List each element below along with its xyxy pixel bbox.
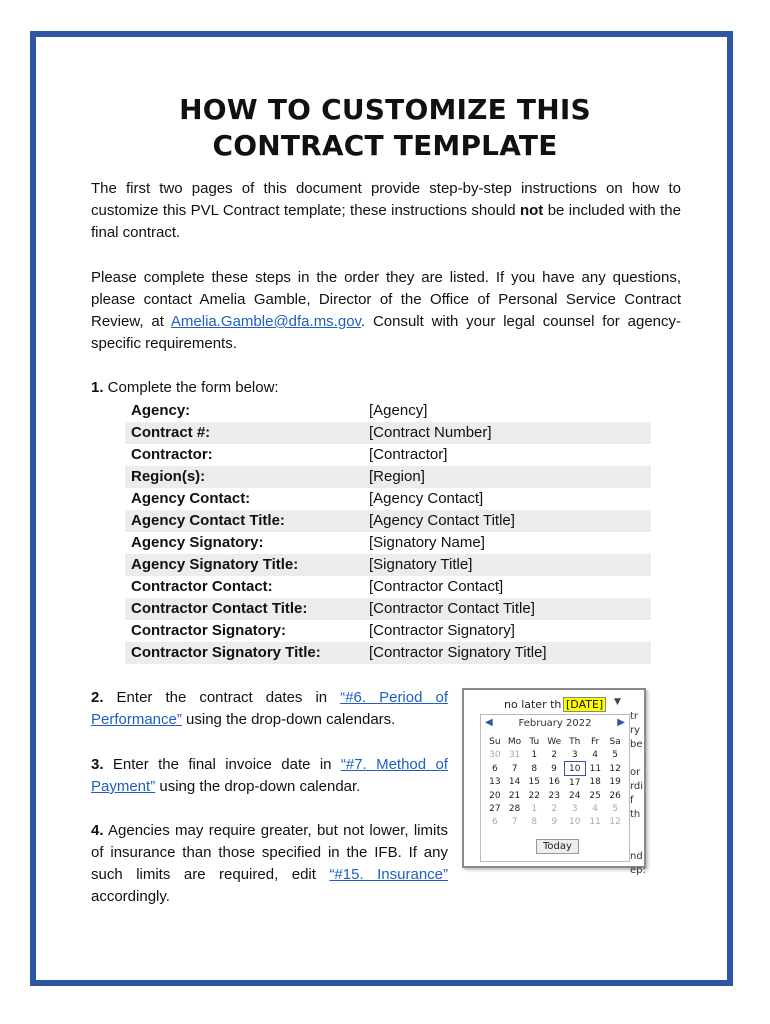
- form-label: Agency Signatory Title:: [125, 554, 363, 576]
- calendar-day[interactable]: 6: [491, 763, 498, 774]
- step-2-text-end: using the drop-down calendars.: [181, 711, 396, 728]
- form-value[interactable]: [Agency Contact Title]: [363, 510, 651, 532]
- form-row: [125, 620, 651, 642]
- step-2-text: Enter the contract dates in: [103, 689, 341, 706]
- calendar-day[interactable]: 19: [609, 777, 621, 788]
- form-row: [125, 576, 651, 598]
- calendar-lead-text: no later th: [504, 698, 562, 711]
- form-value[interactable]: [Agency]: [369, 402, 428, 419]
- weekday-label: Th: [569, 736, 581, 747]
- form-value[interactable]: [Contractor Contact Title]: [363, 598, 651, 620]
- form-value[interactable]: [Agency Contact]: [369, 490, 484, 507]
- email-link[interactable]: Amelia.Gamble@dfa.ms.gov: [170, 313, 361, 330]
- intro-paragraph: [91, 178, 681, 244]
- title-line-1: HOW TO CUSTOMIZE THIS: [179, 93, 591, 126]
- calendar-day[interactable]: 8: [531, 816, 538, 827]
- edge-text-line: f th: [630, 795, 641, 820]
- form-row: [125, 642, 651, 664]
- calendar-day[interactable]: 15: [528, 777, 540, 788]
- edge-text-line: [630, 752, 646, 766]
- calendar-day[interactable]: 27: [489, 803, 501, 814]
- edge-text-line: rdi: [630, 781, 644, 792]
- calendar-screenshot: [462, 688, 646, 876]
- contact-text-1: Please complete these steps in the order they are listed. If you have any questions, please contact Amelia Gamble, Director of the Office of Personal Service Contract Review, at: [91, 269, 681, 330]
- calendar-day[interactable]: 4: [592, 803, 599, 814]
- step-3-text: Enter the final invoice date in: [103, 756, 341, 773]
- form-label: Contractor Signatory:: [131, 622, 287, 639]
- calendar-day[interactable]: 2: [551, 749, 558, 760]
- calendar-grid: [485, 735, 625, 828]
- step-4: [91, 820, 448, 908]
- form-value[interactable]: [Contractor Signatory]: [369, 622, 515, 639]
- page-title: [0, 92, 770, 164]
- form-value[interactable]: [Contractor Contact]: [369, 578, 504, 595]
- form-label: Agency:: [131, 402, 191, 419]
- form-value[interactable]: [Region]: [363, 466, 651, 488]
- form-row: [125, 444, 651, 466]
- contact-text-2: . Consult with your legal counsel for agency-specific requirements.: [91, 313, 681, 352]
- form-label: Contractor Contact Title:: [125, 598, 363, 620]
- calendar-day[interactable]: 7: [511, 816, 518, 827]
- calendar-week: [485, 815, 625, 828]
- calendar-edge-text: [630, 710, 646, 878]
- step-3: [91, 754, 448, 798]
- calendar-day[interactable]: 16: [548, 777, 560, 788]
- weekday-label: Sa: [609, 736, 621, 747]
- form-value[interactable]: [Contractor Signatory Title]: [363, 642, 651, 664]
- calendar-day[interactable]: 20: [489, 790, 501, 801]
- edge-text-line: [630, 836, 646, 850]
- calendar-week: [485, 802, 625, 815]
- next-month-icon[interactable]: ▶: [617, 717, 625, 728]
- edge-text-line: or: [630, 767, 641, 778]
- intro-text-1: The first two pages of this document provide step-by-step instructions on how to customize this PVL Contract template; these instructions should: [91, 180, 681, 219]
- weekday-label: Tu: [529, 736, 540, 747]
- calendar-day[interactable]: 18: [589, 777, 601, 788]
- period-of-performance-link[interactable]: “#6. Period of Performance”: [91, 689, 449, 728]
- form-row: [125, 422, 651, 444]
- calendar-week: [485, 748, 625, 762]
- today-button[interactable]: Today: [536, 839, 579, 854]
- calendar-day[interactable]: 5: [612, 749, 618, 760]
- calendar-day[interactable]: 1: [531, 803, 538, 814]
- form-value[interactable]: [Signatory Name]: [369, 534, 485, 551]
- calendar-day[interactable]: 25: [589, 790, 601, 801]
- form-row: [125, 532, 651, 554]
- weekday-label: Su: [489, 736, 501, 747]
- calendar-day[interactable]: 22: [528, 790, 540, 801]
- insurance-link[interactable]: “#15. Insurance”: [329, 866, 448, 883]
- date-field[interactable]: [DATE]: [563, 697, 606, 712]
- calendar-day[interactable]: 13: [489, 777, 501, 788]
- calendar-day[interactable]: 3: [571, 749, 578, 760]
- form-value[interactable]: [Contract Number]: [363, 422, 651, 444]
- calendar-week: [485, 789, 625, 802]
- calendar-day[interactable]: 17: [568, 777, 581, 788]
- contact-paragraph: [91, 267, 681, 355]
- calendar-day[interactable]: 5: [612, 803, 618, 814]
- intro-bold-not: not: [519, 202, 544, 219]
- form-label: Agency Signatory:: [131, 534, 264, 551]
- calendar-day[interactable]: 28: [508, 803, 521, 814]
- calendar-week: [485, 776, 625, 790]
- step-1-text: Complete the form below:: [103, 379, 279, 396]
- calendar-day[interactable]: 10: [568, 816, 581, 827]
- form-label: Contractor Contact:: [131, 578, 273, 595]
- method-of-payment-link[interactable]: “#7. Method of Payment”: [91, 756, 448, 795]
- edge-text-line: nd: [630, 851, 643, 862]
- form-row: [125, 554, 651, 576]
- calendar-day[interactable]: 9: [551, 763, 557, 774]
- form-row: [125, 510, 651, 532]
- form-row: [125, 598, 651, 620]
- form-value[interactable]: [Contractor]: [369, 446, 448, 463]
- calendar-week: [485, 762, 625, 776]
- calendar-month: February 2022: [518, 718, 592, 729]
- step-4-text: Agencies may require greater, but not lower, limits of insurance than those specified in the IFB. If any such limits are required, edit: [91, 822, 448, 883]
- calendar-day[interactable]: 1: [531, 749, 538, 760]
- calendar-day[interactable]: 11: [589, 816, 601, 827]
- calendar-day[interactable]: 26: [609, 790, 621, 801]
- step-3-number: 3.: [91, 756, 104, 773]
- calendar-day[interactable]: 12: [609, 763, 621, 774]
- calendar-day[interactable]: 12: [609, 816, 621, 827]
- calendar-day[interactable]: 4: [592, 749, 599, 760]
- edge-text-line: be: [630, 739, 643, 750]
- intro-text-2: be included with the final contract.: [91, 202, 681, 241]
- form-row: [125, 488, 651, 510]
- step-1-number: 1.: [91, 379, 104, 396]
- form-label: Contractor Signatory Title:: [125, 642, 363, 664]
- form-row: [125, 466, 651, 488]
- calendar-day[interactable]: 14: [508, 777, 521, 788]
- form-row: [125, 400, 651, 422]
- form-label: Agency Contact:: [131, 490, 251, 507]
- calendar-day[interactable]: 31: [508, 749, 521, 760]
- calendar-day[interactable]: 3: [571, 803, 578, 814]
- calendar-day[interactable]: 23: [548, 790, 560, 801]
- calendar-day[interactable]: 9: [551, 816, 558, 827]
- prev-month-icon[interactable]: ◀: [485, 717, 493, 728]
- chevron-down-icon[interactable]: ▼: [614, 697, 621, 707]
- edge-text-line: ry: [630, 725, 641, 736]
- step-1: [91, 377, 279, 399]
- calendar-day[interactable]: 24: [568, 790, 581, 801]
- calendar-day[interactable]: 7: [511, 763, 518, 774]
- step-4-number: 4.: [91, 822, 104, 839]
- form-label: Region(s):: [125, 466, 363, 488]
- step-4-text-end: accordingly.: [91, 888, 170, 905]
- step-3-text-end: using the drop-down calendar.: [155, 778, 361, 795]
- weekday-label: Mo: [507, 736, 522, 747]
- title-line-2: CONTRACT TEMPLATE: [212, 129, 558, 162]
- calendar-day[interactable]: 10: [564, 762, 585, 776]
- calendar-day[interactable]: 2: [551, 803, 558, 814]
- edge-text-line: tr: [630, 711, 639, 722]
- step-2: [91, 687, 448, 731]
- step-2-number: 2.: [91, 689, 104, 706]
- calendar-day[interactable]: 30: [489, 749, 501, 760]
- calendar-day[interactable]: 8: [531, 763, 538, 774]
- form-label: Contract #:: [125, 422, 363, 444]
- edge-text-line: [630, 822, 646, 836]
- form-label: Contractor:: [131, 446, 213, 463]
- edge-text-line: ep:: [630, 865, 646, 876]
- form-label: Agency Contact Title:: [125, 510, 363, 532]
- weekday-label: Fr: [591, 736, 600, 747]
- contract-form-table: [125, 400, 651, 664]
- form-value[interactable]: [Signatory Title]: [363, 554, 651, 576]
- calendar-day[interactable]: 6: [491, 816, 498, 827]
- weekday-label: We: [547, 736, 562, 747]
- date-picker-panel: [480, 714, 630, 862]
- calendar-day[interactable]: 11: [589, 763, 602, 774]
- calendar-day[interactable]: 21: [508, 790, 521, 801]
